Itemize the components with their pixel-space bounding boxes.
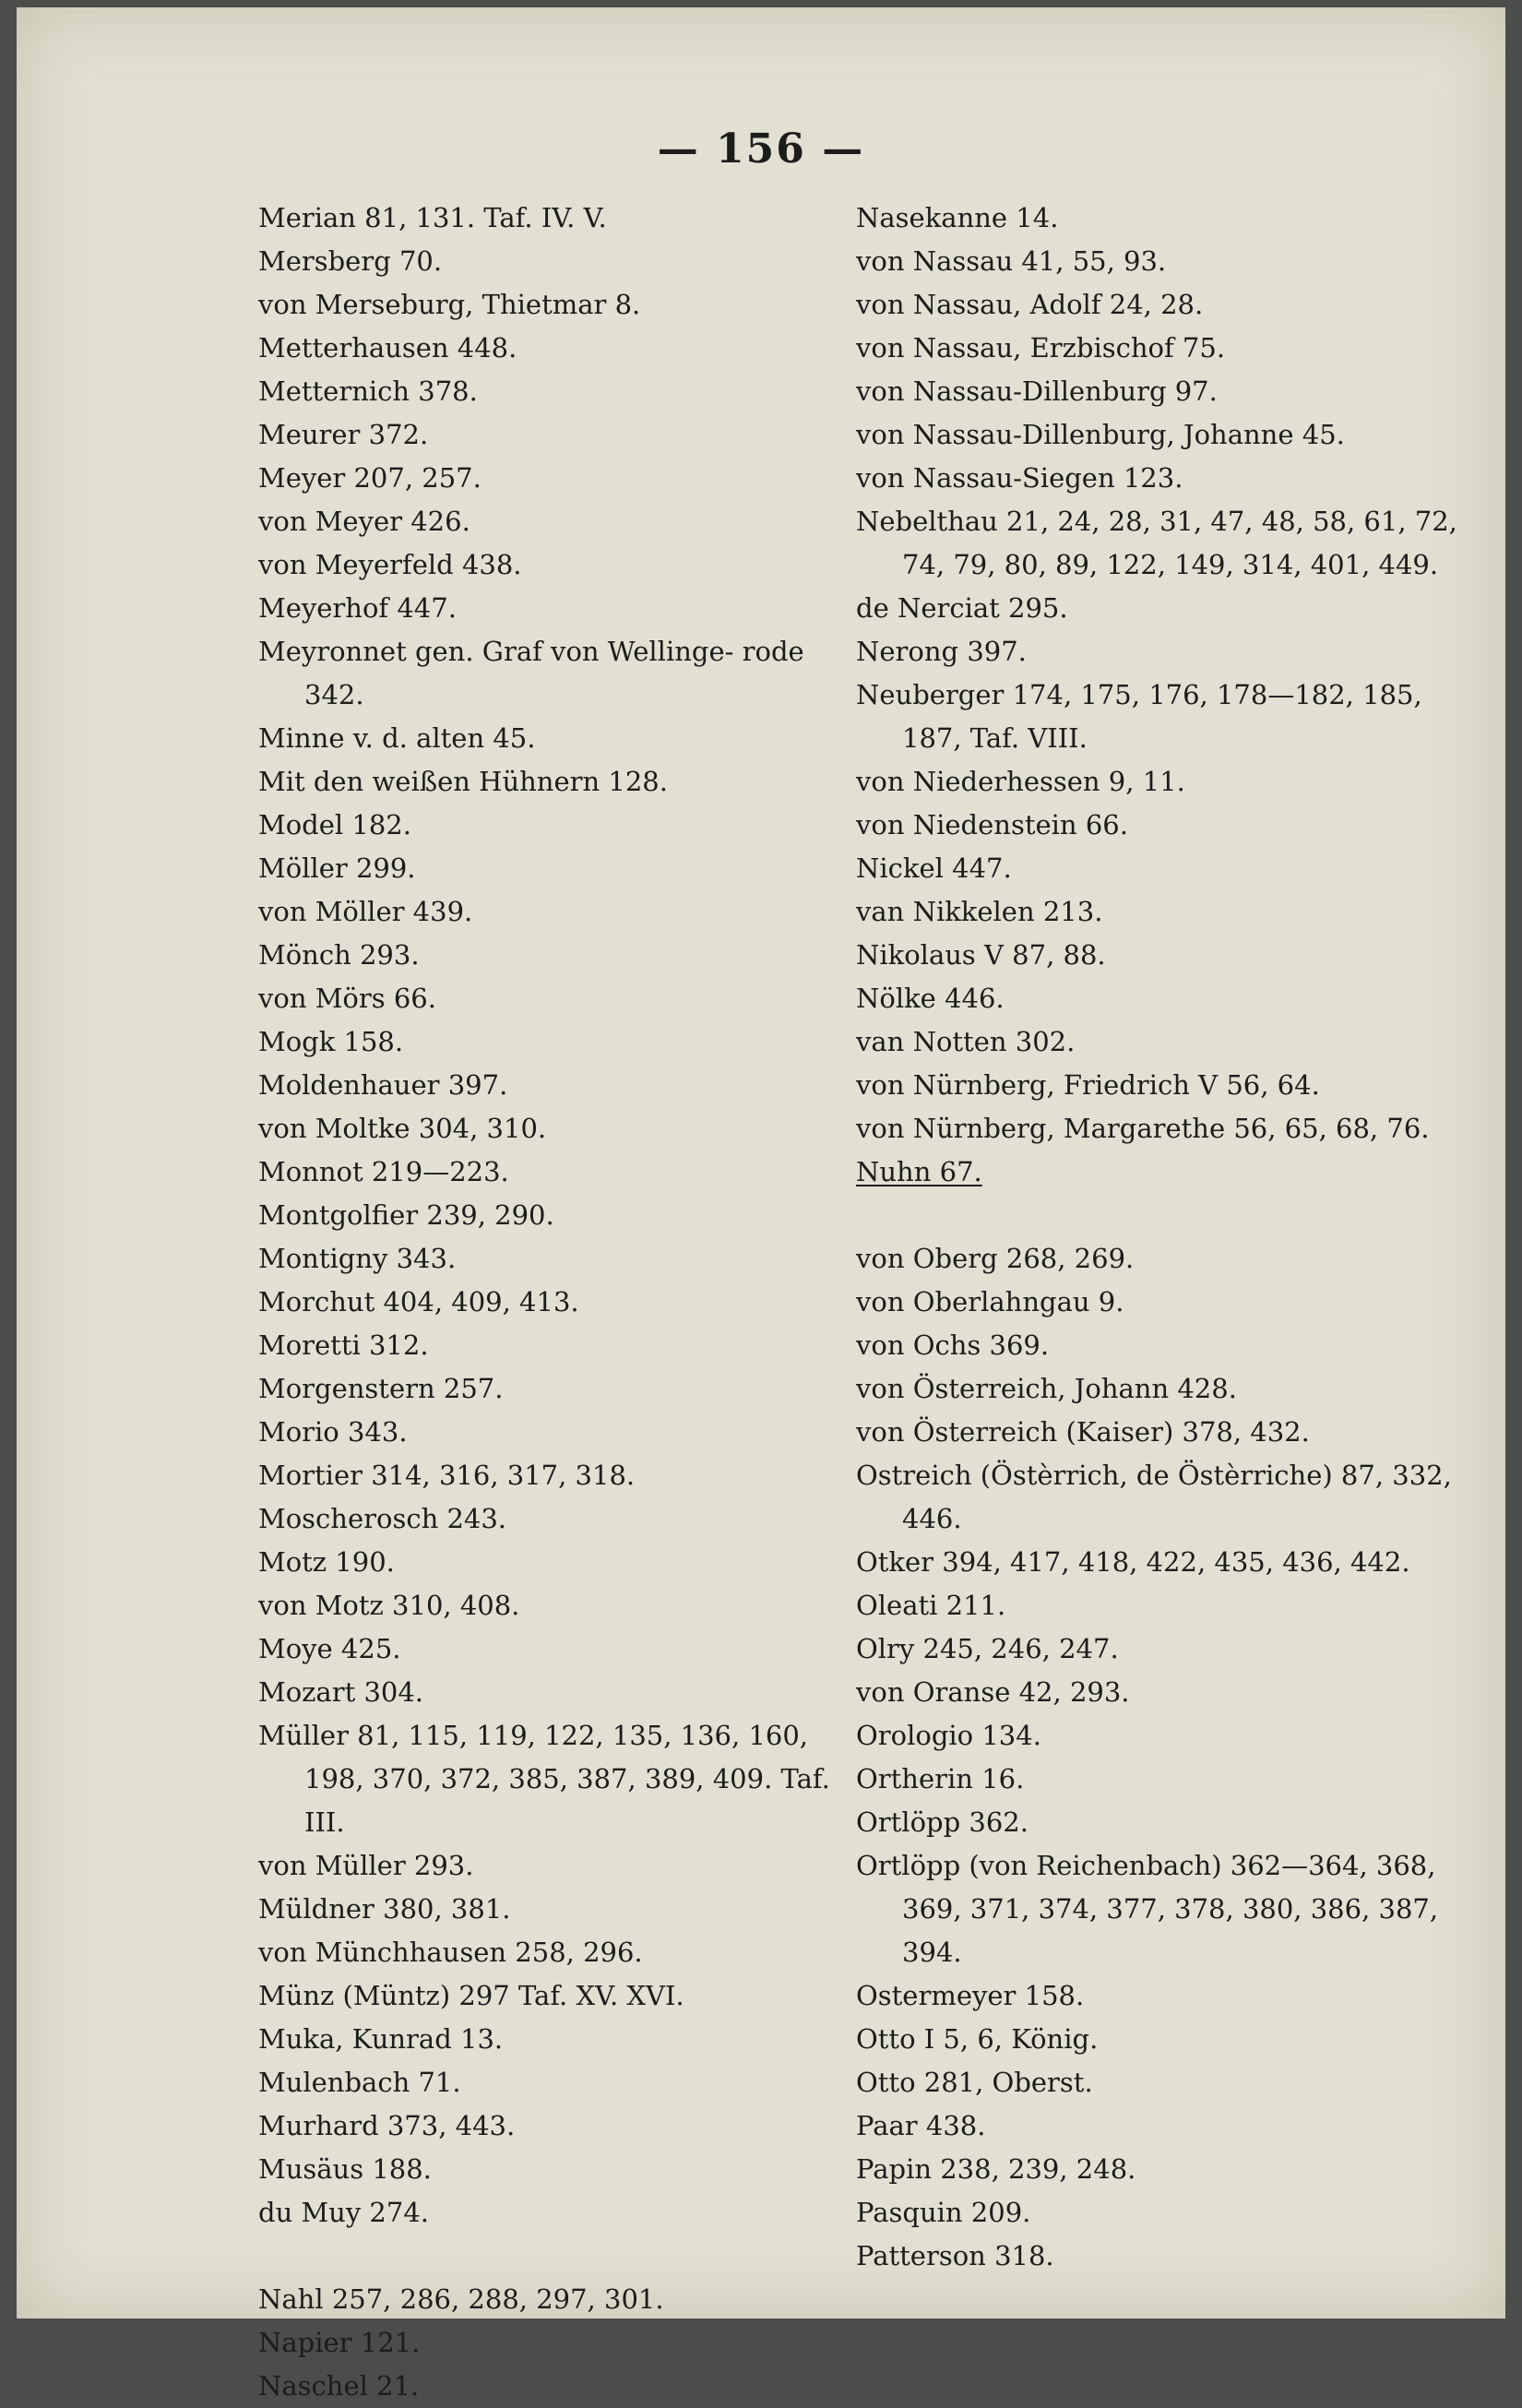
index-entry: Moretti 312.: [258, 1329, 429, 1361]
index-entry: Ortlöpp (von Reichenbach) 362—364, 368, 369, 371, 374, 377, 378, 380, 386, 387, 394.: [856, 1850, 1439, 1968]
index-entry: Moscherosch 243.: [258, 1503, 507, 1534]
index-entry: Nebelthau 21, 24, 28, 31, 47, 48, 58, 61, 72, 74, 79, 80, 89, 122, 149, 314, 401, 449.: [856, 506, 1457, 580]
index-entry: Naschel 21.: [258, 2370, 420, 2402]
index-entry: von Nassau-Siegen 123.: [856, 462, 1183, 494]
index-entry: Morchut 404, 409, 413.: [258, 1286, 579, 1317]
index-entry: von Müller 293.: [258, 1850, 474, 1881]
index-entry: Mönch 293.: [258, 939, 420, 971]
index-entry: Montgolfier 239, 290.: [258, 1199, 554, 1231]
index-entry: von Oberlahngau 9.: [856, 1286, 1124, 1317]
index-entry: von Merseburg, Thietmar 8.: [258, 289, 641, 320]
index-entry: von Oberg 268, 269.: [856, 1243, 1135, 1274]
index-entry: Merian 81, 131. Taf. IV. V.: [258, 202, 607, 233]
index-entry: Ostreich (Östèrrich, de Östèrriche) 87, 332, 446.: [856, 1460, 1452, 1534]
index-entry: Mogk 158.: [258, 1026, 404, 1057]
index-entry: Model 182.: [258, 809, 411, 840]
index-entry: von Meyerfeld 438.: [258, 549, 522, 580]
index-entry: Moldenhauer 397.: [258, 1069, 508, 1101]
index-entry: Möller 299.: [258, 852, 416, 884]
index-entry: Ortlöpp 362.: [856, 1806, 1029, 1838]
index-column-left: [258, 197, 858, 2408]
index-entry: Meyerhof 447.: [258, 592, 457, 624]
index-entry: Patterson 318.: [856, 2240, 1054, 2271]
index-entry: von Mörs 66.: [258, 983, 436, 1014]
index-entry: von Möller 439.: [258, 896, 473, 927]
index-entry: von Meyer 426.: [258, 506, 470, 537]
index-entry: Montigny 343.: [258, 1243, 457, 1274]
index-entry: Motz 190.: [258, 1546, 395, 1578]
page-number: — 156 —: [657, 125, 865, 173]
index-entry: Murhard 373, 443.: [258, 2110, 516, 2141]
index-entry: von Motz 310, 408.: [258, 1590, 520, 1621]
index-entry: Napier 121.: [258, 2327, 421, 2358]
index-entry: von Nassau-Dillenburg 97.: [856, 376, 1218, 407]
index-entry: Oleati 211.: [856, 1590, 1006, 1621]
index-entry: Nahl 257, 286, 288, 297, 301.: [258, 2283, 664, 2315]
index-entry: von Oranse 42, 293.: [856, 1676, 1130, 1708]
index-entry: Mortier 314, 316, 317, 318.: [258, 1460, 636, 1491]
index-entry: Müller 81, 115, 119, 122, 135, 136, 160, 198, 370, 372, 385, 387, 389, 409. Taf. III.: [258, 1720, 830, 1838]
index-entry: von Österreich, Johann 428.: [856, 1373, 1237, 1404]
index-entry: Ostermeyer 158.: [856, 1980, 1085, 2011]
index-entry: von Ochs 369.: [856, 1329, 1050, 1361]
index-page: [17, 7, 1505, 2402]
index-entry: Mulenbach 71.: [258, 2067, 461, 2098]
index-entry: Mit den weißen Hühnern 128.: [258, 766, 668, 797]
index-entry: von Niederhessen 9, 11.: [856, 766, 1185, 797]
index-entry: Metterhausen 448.: [258, 332, 517, 364]
index-entry: Otker 394, 417, 418, 422, 435, 436, 442.: [856, 1546, 1410, 1578]
index-entry: Neuberger 174, 175, 176, 178—182, 185, 187, Taf. VIII.: [856, 679, 1422, 754]
index-entry: Meyer 207, 257.: [258, 462, 482, 494]
index-entry: Münz (Müntz) 297 Taf. XV. XVI.: [258, 1980, 684, 2011]
index-entry: Muka, Kunrad 13.: [258, 2023, 504, 2055]
index-entry: Monnot 219—223.: [258, 1156, 509, 1187]
index-entry: von Münchhausen 258, 296.: [258, 1937, 643, 1968]
index-entry: Nerong 397.: [856, 636, 1027, 667]
index-entry: Nickel 447.: [856, 852, 1012, 884]
index-entry: Mozart 304.: [258, 1676, 424, 1708]
index-entry: Morio 343.: [258, 1416, 408, 1448]
index-entry: Meyronnet gen. Graf von Wellinge- rode 342.: [258, 636, 804, 710]
index-entry: Ortherin 16.: [856, 1763, 1025, 1794]
index-entry: Papin 238, 239, 248.: [856, 2153, 1136, 2185]
index-entry: Mersberg 70.: [258, 245, 443, 277]
index-entry: Orologio 134.: [856, 1720, 1041, 1751]
index-entry: du Muy 274.: [258, 2197, 430, 2228]
section-gap: [258, 2235, 858, 2278]
index-entry: Otto I 5, 6, König.: [856, 2023, 1099, 2055]
index-entry: Pasquin 209.: [856, 2197, 1031, 2228]
index-entry: von Moltke 304, 310.: [258, 1113, 547, 1144]
index-entry: von Nassau-Dillenburg, Johanne 45.: [856, 419, 1345, 450]
index-entry: Musäus 188.: [258, 2153, 432, 2185]
index-entry: Moye 425.: [258, 1633, 401, 1664]
index-entry: von Nassau, Adolf 24, 28.: [856, 289, 1204, 320]
index-entry: Müldner 380, 381.: [258, 1893, 511, 1925]
index-entry: Paar 438.: [856, 2110, 986, 2141]
index-entry: von Niedenstein 66.: [856, 809, 1128, 840]
index-entry: von Nassau 41, 55, 93.: [856, 245, 1167, 277]
index-entry: Meurer 372.: [258, 419, 429, 450]
index-entry: Nasekanne 14.: [856, 202, 1059, 233]
index-entry: Minne v. d. alten 45.: [258, 722, 536, 754]
index-column-right: [856, 197, 1465, 2278]
index-entry-underlined: Nuhn 67.: [856, 1156, 982, 1187]
index-entry: Metternich 378.: [258, 376, 478, 407]
index-entry: Nölke 446.: [856, 983, 1005, 1014]
index-entry: van Notten 302.: [856, 1026, 1076, 1057]
index-entry: von Nassau, Erzbischof 75.: [856, 332, 1226, 364]
index-entry: Morgenstern 257.: [258, 1373, 504, 1404]
section-gap: [856, 1194, 1465, 1237]
index-entry: Olry 245, 246, 247.: [856, 1633, 1119, 1664]
index-entry: van Nikkelen 213.: [856, 896, 1103, 927]
index-entry: Otto 281, Oberst.: [856, 2067, 1093, 2098]
index-entry: von Österreich (Kaiser) 378, 432.: [856, 1416, 1310, 1448]
index-entry: von Nürnberg, Friedrich V 56, 64.: [856, 1069, 1320, 1101]
index-entry: de Nerciat 295.: [856, 592, 1068, 624]
index-entry: von Nürnberg, Margarethe 56, 65, 68, 76.: [856, 1113, 1430, 1144]
index-entry: Nikolaus V 87, 88.: [856, 939, 1106, 971]
